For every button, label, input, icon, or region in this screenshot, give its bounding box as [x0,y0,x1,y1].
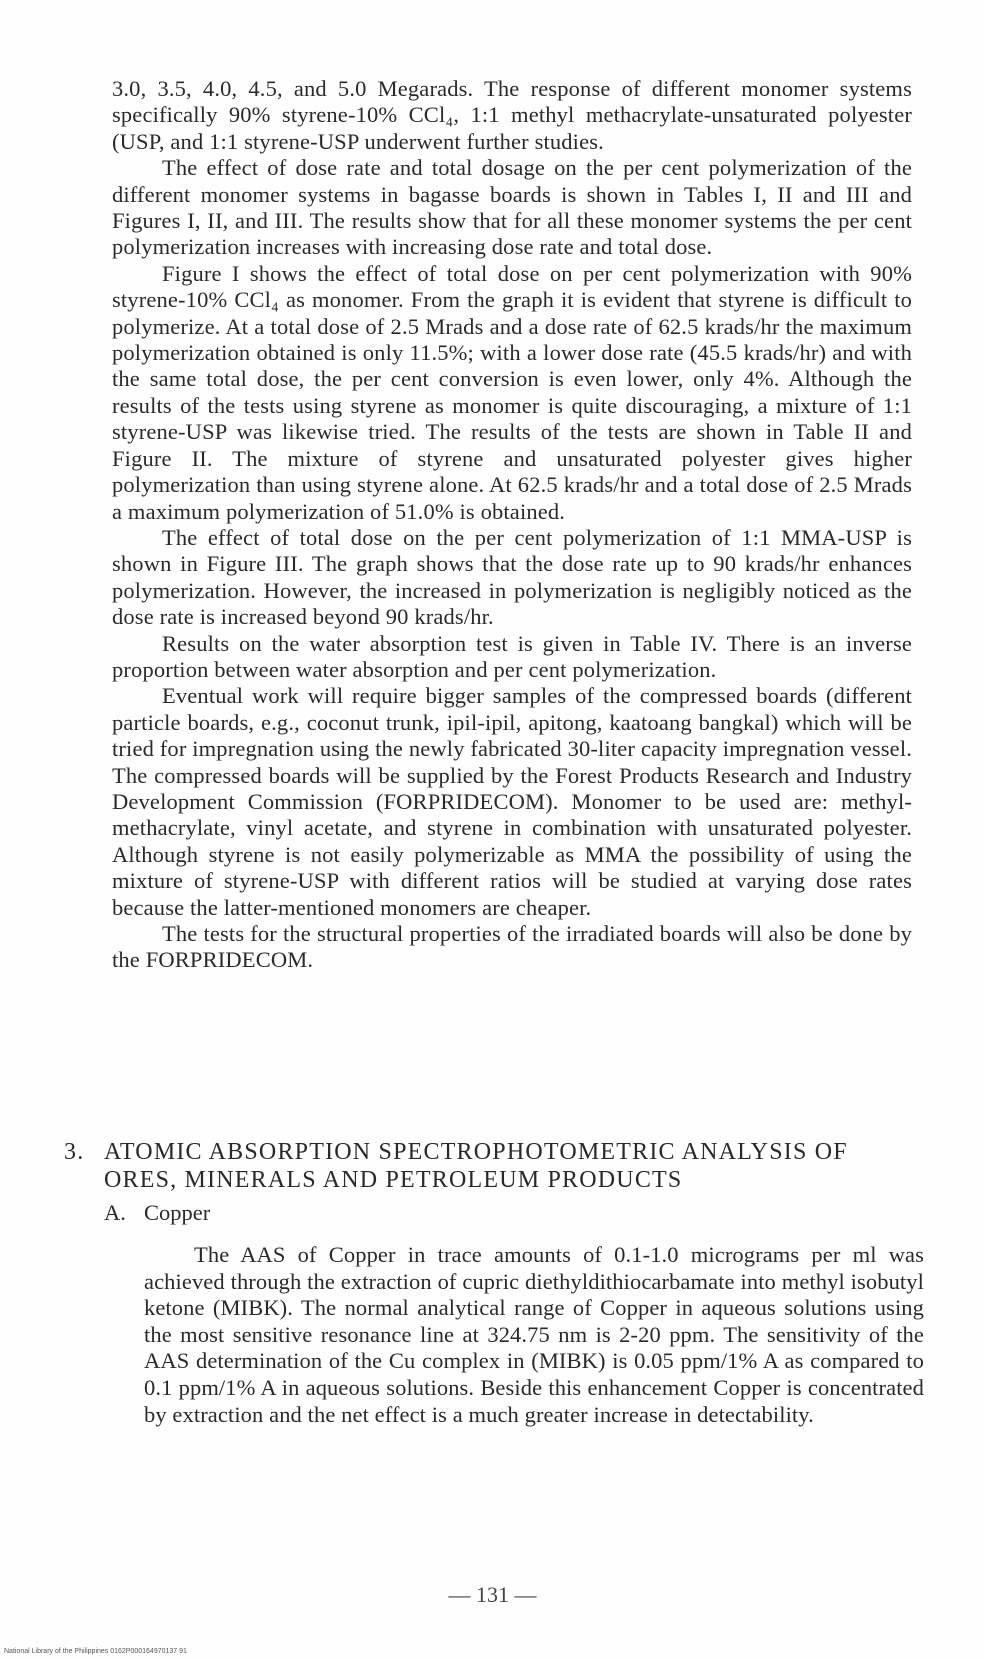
paragraph: Eventual work will require bigger samples of the compressed boards (different particle boards, e.g., coconut trunk, ipil-ipil, apitong, kaatoang bangkal) which will be tried for impregnation using the newly fabricated 30-liter capacity impregnation vessel. The compressed boards will be supplied by the Forest Products Research and Industry Development Commission (FORPRIDECOM). Monomer to be used are: methyl-methacrylate, vinyl acetate, and styrene in combination with unsaturated polyester. Although styrene is not easily polymerizable as MMA the possibility of using the mixture of styrene-USP with different ratios will be studied at varying dose rates because the latter-mentioned monomers are cheaper. [112,683,912,920]
section-number: 3. [64,1139,85,1165]
paragraph: The effect of total dose on the per cent polymerization of 1:1 MMA-USP is shown in Figure III. The graph shows that the dose rate up to 90 krads/hr enhances polymerization. However, the increased in polymerization is negligibly noticed as the dose rate is increased beyond 90 krads/hr. [112,524,912,630]
subsection-paragraph: The AAS of Copper in trace amounts of 0.1-1.0 micrograms per ml was achieved through the extraction of cupric diethyldithiocarbamate into methyl isobutyl ketone (MIBK). The normal analytical range of Copper in aqueous solutions using the most sensitive resonance line at 324.75 nm is 2-20 ppm. The sensitivity of the AAS determination of the Cu complex in (MIBK) is 0.05 ppm/1% A as compared to 0.1 ppm/1% A in aqueous solutions. Beside this enhancement Copper is concentrated by extraction and the net effect is a much greater increase in detectability. [144,1242,924,1427]
section-title: ATOMIC ABSORPTION SPECTROPHOTOMETRIC ANALYSIS OF ORES, MINERALS AND PETROLEUM PRODUCTS [104,1139,848,1193]
subsection-heading [104,1200,924,1226]
section-heading [64,1138,924,1194]
page-number: — 131 — [448,1582,537,1607]
body-text [112,76,912,974]
subsection-letter: A. [104,1200,126,1225]
paragraph: The tests for the structural properties of the irradiated boards will also be done by the FORPRIDECOM. [112,921,912,973]
footer-credit: National Library of the Philippines 0162P000164970137 91 [4,1648,187,1655]
paragraph: Results on the water absorption test is given in Table IV. There is an inverse proportion between water absorption and per cent polymerization. [112,630,912,682]
paragraph: The effect of dose rate and total dosage on the per cent polymerization of the different monomer systems in bagasse boards is shown in Tables I, II and III and Figures I, II, and III. The results show that for all these monomer systems the per cent polymerization increases with increasing dose rate and total dose. [112,155,912,260]
paragraph: Figure I shows the effect of total dose on per cent polymerization with 90% styrene-10% CCl₄ as monomer. From the graph it is evident that styrene is difficult to polymerize. At a total dose of 2.5 Mrads and a dose rate of 62.5 krads/hr the maximum polymerization obtained is only 11.5%; with a lower dose rate (45.5 krads/hr) and with the same total dose, the per cent conversion is even lower, only 4%. Although the results of the tests using styrene as monomer is quite discouraging, a mixture of 1:1 styrene-USP was likewise tried. The results of the tests are shown in Table II and Figure II. The mixture of styrene and unsaturated polyester gives higher polymerization than using styrene alone. At 62.5 krads/hr and a total dose of 2.5 Mrads a maximum polymerization of 51.0% is obtained. [112,260,912,524]
subsection-title: Copper [144,1200,211,1225]
section-atomic-absorption [64,1138,924,1428]
paragraph: 3.0, 3.5, 4.0, 4.5, and 5.0 Megarads. The response of different monomer systems specifically 90% styrene-10% CCl₄, 1:1 methyl methacrylate-unsaturated polyester (USP, and 1:1 styrene-USP underwent further studies. [112,76,912,154]
